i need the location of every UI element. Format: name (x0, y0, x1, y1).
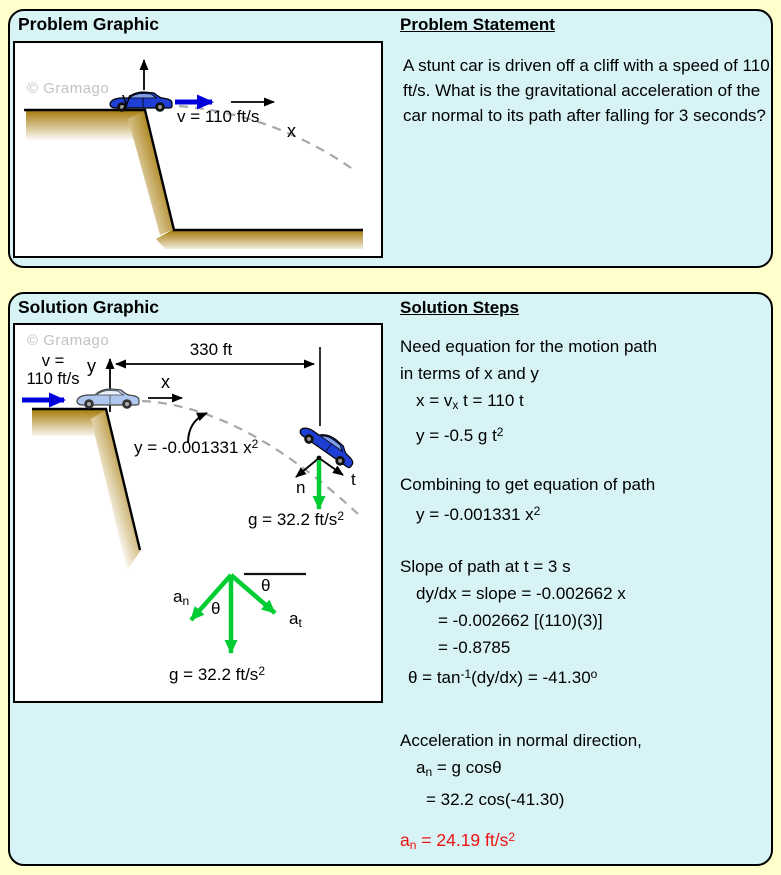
y-axis-label: y (87, 356, 96, 376)
cliff-shape (24, 110, 363, 249)
solution-panel (8, 292, 773, 866)
step-line: y = -0.001331 $x^2$ (416, 504, 541, 524)
velocity-label: v = 110 ft/s (177, 107, 260, 126)
step-line: = -0.002662 [(110)(3)] (438, 611, 603, 630)
step-line: Slope of path at t = 3 s (400, 557, 571, 576)
watermark: © Gramago (27, 332, 110, 349)
step-line: $\theta = \tan^{-1}(dy/dx) = -41.30^o$ (408, 667, 598, 687)
step-line: $a_n = g$ cosθ (416, 758, 502, 779)
gravity-vector-label: g = 32.2 $ft/s^2$ (169, 664, 265, 684)
step-line: Need equation for the motion path (400, 337, 658, 356)
x-axis-label: x (287, 121, 296, 141)
tangent-axis-label: t (351, 470, 356, 489)
step-line: dy/dx = slope = -0.002662 x (416, 584, 626, 603)
a-normal-label: $a_n$ (173, 587, 190, 608)
theta-horizontal-label: θ (261, 576, 271, 595)
normal-axis-label: n (296, 478, 306, 497)
step-line: Acceleration in normal direction, (400, 731, 642, 750)
a-tangent-label: $a_t$ (289, 609, 302, 630)
step-line: y = -0.5 g $t^2$ (416, 425, 504, 445)
distance-label: 330 ft (189, 340, 233, 359)
y-axis-label: y (122, 89, 131, 109)
cliff-shape (32, 409, 141, 570)
problem-statement-text: A stunt car is driven off a cliff with a speed of 110 ft/s. What is the gravitational acceleration of the car normal to its path after falling for 3 seconds? (403, 56, 770, 125)
step-line: in terms of x and y (400, 364, 539, 383)
problem-graphic-title: Problem Graphic (18, 14, 160, 34)
normal-axis-arrow (296, 458, 319, 477)
steps-paragraph-4 (400, 727, 642, 813)
step-line: = -0.8785 (438, 638, 511, 657)
x-axis-label: x (161, 372, 170, 392)
problem-diagram (15, 43, 381, 256)
problem-panel (8, 9, 773, 268)
result-answer: $a_n = 24.19$ $ft/s^2$ (400, 830, 516, 852)
steps-paragraph-3 (400, 553, 626, 691)
solution-graphic-title: Solution Graphic (18, 297, 159, 317)
problem-statement-heading: Problem Statement (400, 15, 555, 34)
theta-vertical-label: θ (211, 599, 221, 618)
velocity-label: v = 110 ft/s (26, 352, 80, 389)
car-at-cliff-edge (77, 389, 139, 409)
gravity-at-car-label: g = 32.2 $ft/s^2$ (248, 509, 344, 529)
solution-steps-heading: Solution Steps (400, 298, 519, 317)
problem-graphic-box (13, 41, 383, 258)
step-line: = 32.2 cos(-41.30) (426, 790, 565, 809)
steps-paragraph-1 (400, 333, 657, 449)
path-equation-label: y = -0.001331 $x^2$ (134, 437, 259, 457)
watermark: © Gramago (27, 80, 110, 97)
solution-graphic-box (13, 323, 383, 703)
step-line: Combining to get equation of path (400, 475, 656, 494)
step-line: $x = v_x$ t = 110 t (416, 391, 524, 412)
steps-paragraph-2 (400, 471, 655, 528)
